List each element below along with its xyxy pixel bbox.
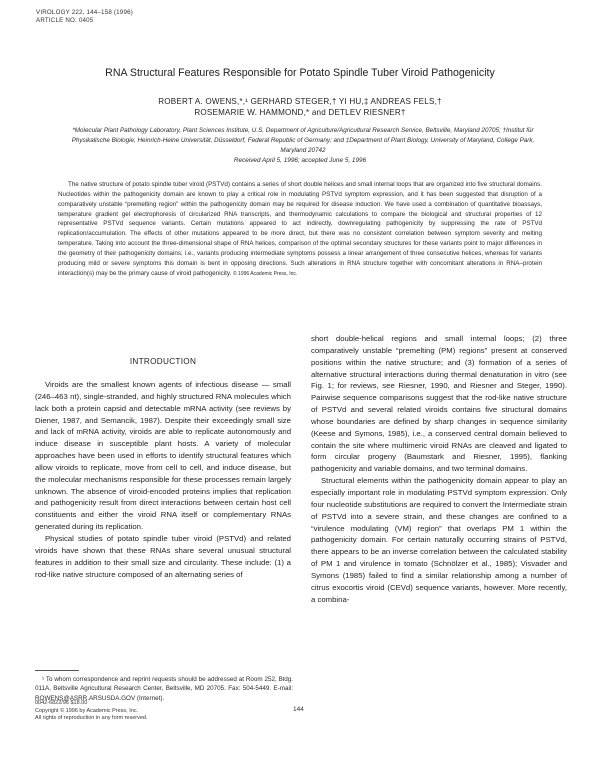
page-number: 144 (293, 706, 304, 713)
intro-paragraph: Viroids are the smallest known agents of infectious disease — small (246–463 nt), single-stranded, and highly structured RNA molecules which lack both a protein capsid and detectable mRNA activity (see reviews by Diener, 1987, and Semancik, 1987). Despite their exceedingly small size and lack of mRNA activity, viroids are able to replicate autonomously and induce disease in susceptible plant hosts. A variety of molecular approaches have been used in efforts to identify structural features which allow viroids to replicate, move from cell to cell, and induce disease, but the molecular mechanisms responsible for these processes remain largely unknown. The absence of viroid-encoded proteins implies that replication and pathogenicity result from direct interactions between certain host cell constituents and either the viroid RNA itself or complementary RNAs generated during its replication. (35, 380, 291, 532)
left-column (35, 357, 291, 580)
issn-code: 0042-6822/96 $18.00 (35, 700, 88, 706)
author-line-2: ROSEMARIE W. HAMMOND,* and DETLEV RIESNER† (194, 108, 406, 117)
affiliations: *Molecular Plant Pathology Laboratory, Plant Sciences Institute, U.S. Department of Agriculture/Agricultural Research Service, Beltsville, Maryland 20705; †Institut für Physikalische Biologie, Heinrich-Heine Universität, Düsseldorf, Federal Republic of Germany; and ‡Department of Plant Biology, University of Maryland, College Park, Maryland 20742 (71, 127, 535, 154)
abstract (58, 180, 542, 279)
footer-rights: All rights of reproduction in any form reserved. (35, 715, 148, 721)
abstract-copyright: © 1996 Academic Press, Inc. (232, 270, 298, 277)
journal-header (36, 9, 133, 25)
intro-paragraph: Physical studies of potato spindle tuber viroid (PSTVd) and related viroids have shown that these RNAs share several unusual structural features in addition to their small size and circularity. These include: (1) a rod-like native structure composed of an alternating series of (35, 533, 291, 579)
abstract-text: The native structure of potato spindle tuber viroid (PSTVd) contains a series of short double helices and small internal loops that are organized into five structural domains. Nucleotides within the pathogenicity domain are known to play a critical role in modulating PSTVd symptom expression, and it has been suggested that disruption of a comparatively unstable “premelting region” within the pathogenicity domain may be required for disease induction. We have used a combination of quantitative bioassays, temperature gradient gel electrophoresis of circularized RNA transcripts, and thermodynamic calculations to compare the biological and structural properties of 12 representative PSTVd sequence variants. Certain mutations appeared to act indirectly, downregulating pathogenicity by suppressing the rate of PSTVd replication/accumulation. The effects of other mutations appeared to be more direct, but there was no consistent correlation between symptom severity and melting temperature. Taking into account the three-dimensional shape of RNA helices, comparison of the optimal secondary structures for these variants point to major differences in the geometry of their pathogenicity domains; i.e., variants producing intermediate symptoms possess a linear arrangement of three consecutive helices, whereas for variants producing mild or severe symptoms this domain is bent in opposing directions. Such alterations in RNA structure together with concomitant alterations in RNA–protein interaction(s) may be the primary cause of viroid pathogenicity. (58, 181, 542, 277)
right-column (311, 333, 567, 605)
section-heading-introduction: INTRODUCTION (129, 357, 197, 366)
received-dates: Received April 5, 1996; accepted June 5, 1996 (233, 157, 367, 164)
publisher-footer (35, 700, 148, 723)
journal-citation: VIROLOGY 222, 144–158 (1996) (36, 9, 133, 16)
author-line-1: ROBERT A. OWENS,*,¹ GERHARD STEGER,† YI HU,‡ ANDREAS FELS,† (158, 97, 442, 106)
correspondence-footnote: ¹ To whom correspondence and reprint requests should be addressed at Room 252, Bldg. 011A, Beltsville Agricultural Research Center, Beltsville, MD 20705. Fax: 504-5449. E-mail: ROWENS@ASRR.ARSUSDA.GOV (Internet). (35, 676, 293, 702)
footnote-rule (35, 670, 79, 671)
footer-copyright: Copyright © 1996 by Academic Press, Inc. (35, 707, 139, 714)
article-title: RNA Structural Features Responsible for Potato Spindle Tuber Viroid Pathogenicity (105, 67, 495, 79)
article-number: ARTICLE NO. 0405 (36, 17, 94, 24)
intro-paragraph: Structural elements within the pathogenicity domain appear to play an especially important role in modulating PSTVd symptom expression. Only four nucleotide substitutions are required to convert the Intermediate strain of PSTVd into a severe strain, and these changes are confined to a “virulence modulating (VM) region” that overlaps PM 1 within the pathogenicity domain. For certain naturally occurring strains of PSTVd, there appears to be an inverse correlation between the calculated stability of PM 1 and virulence in tomato (Schnölzer et al., 1985); Visvader and Symons (1985) failed to find a similar relationship among a number of citrus exocortis viroid (CEVd) sequence variants, however. More recently, a combina- (311, 476, 567, 604)
intro-paragraph-continued: short double-helical regions and small internal loops; (2) three comparatively unstable “premelting (PM) regions” present at conserved positions within the native structure; and (3) formation of a series of alternative structural interactions during thermal denaturation in vitro (see Fig. 1; for reviews, see Riesner, 1990, and Riesner and Steger, 1990). Pairwise sequence comparisons suggest that the rod-like native structure of PSTVd and several related viroids contains five structural domains whose boundaries are defined by sharp changes in sequence similarity (Keese and Symons, 1985), i.e., a conserved central domain believed to contain the site where multimeric viroid RNAs are cleaved and ligated to form circular progeny (Baumstark and Riesner, 1995), flanking pathogenicity and variable domains, and two terminal domains. (311, 334, 567, 474)
author-list (20, 96, 580, 118)
